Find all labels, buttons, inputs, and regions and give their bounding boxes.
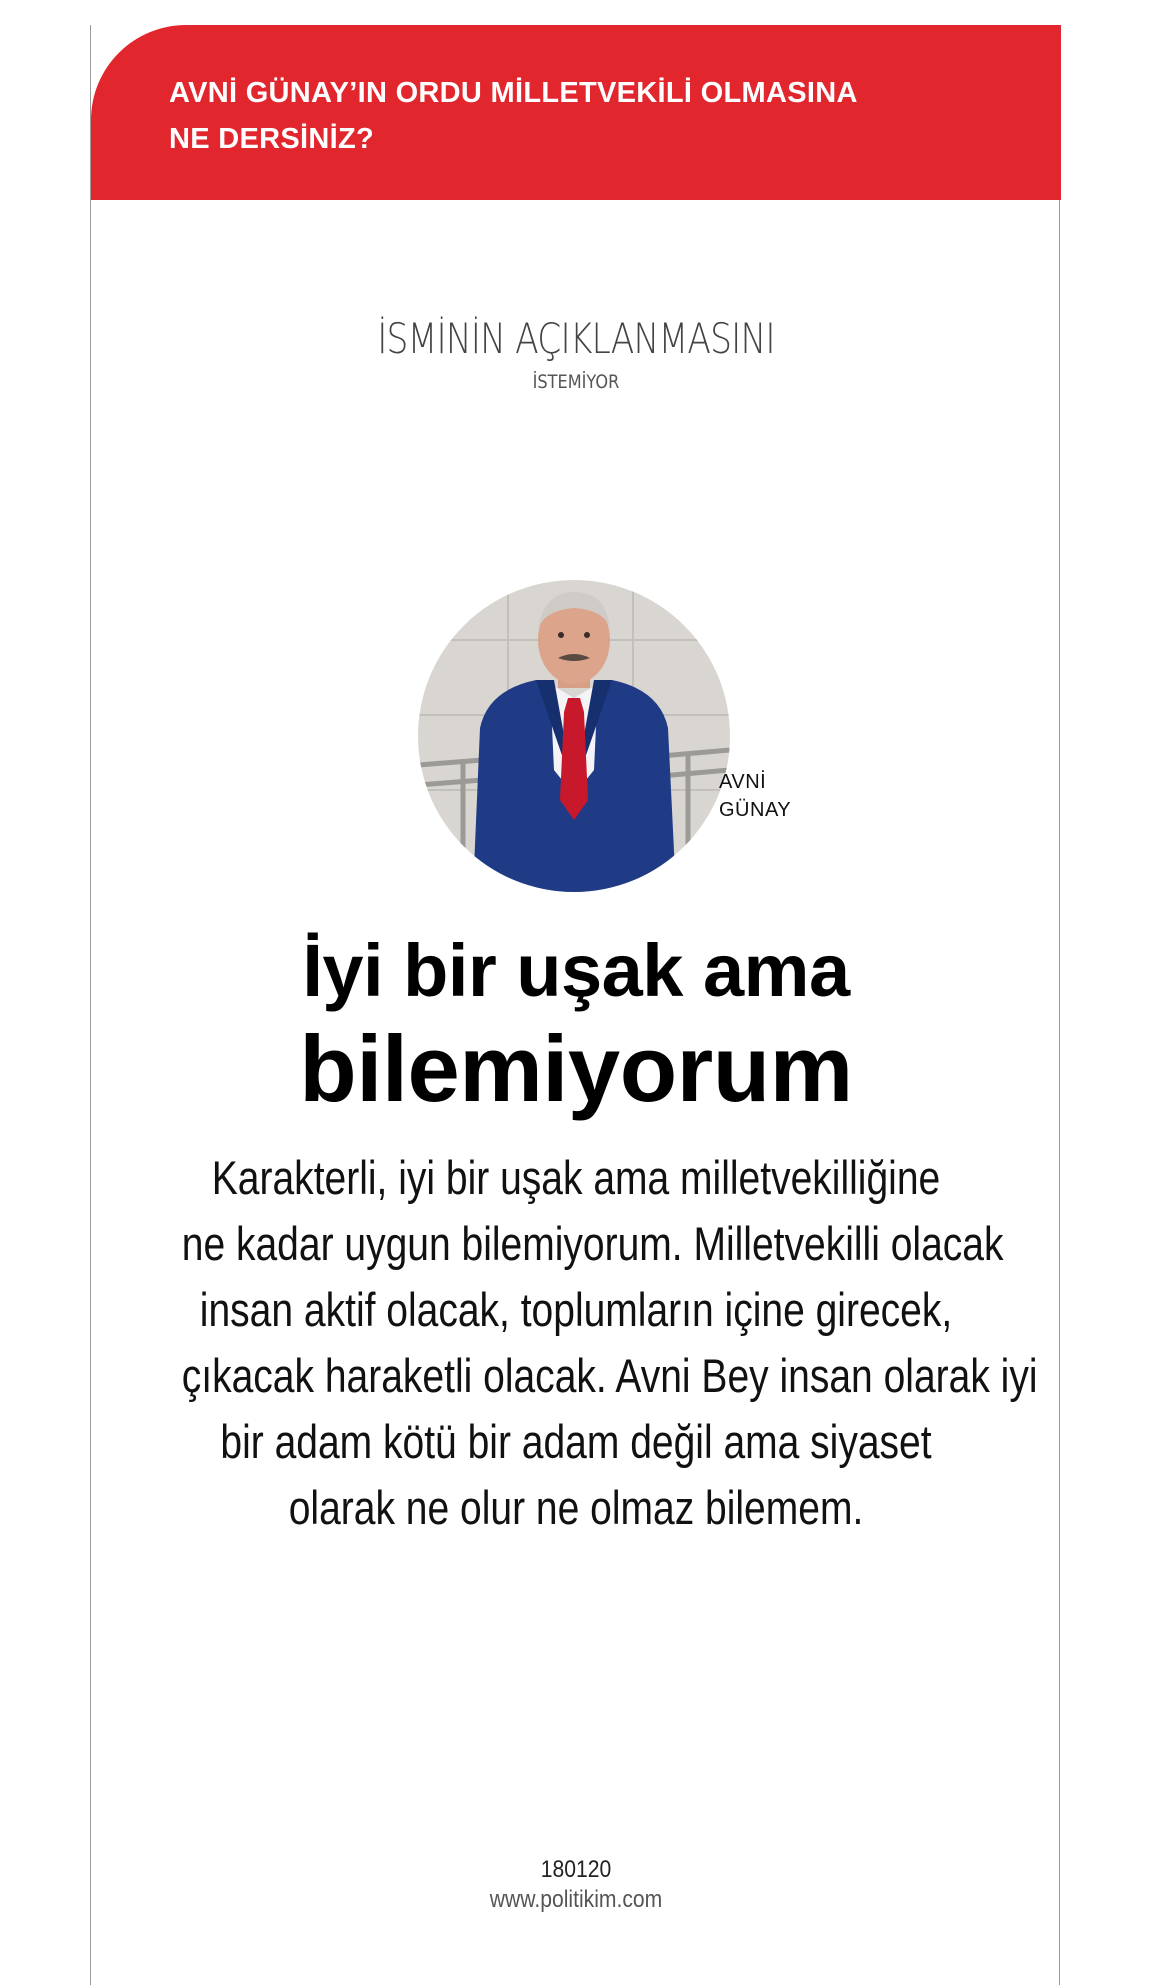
article-card xyxy=(90,25,1060,1985)
portrait-photo-icon xyxy=(418,580,730,892)
headline-line-1: İyi bir uşak ama xyxy=(302,929,850,1012)
quote-line: çıkacak haraketli olacak. Avni Bey insan olarak iyi xyxy=(181,1349,1038,1402)
banner-title: AVNİ GÜNAY’IN ORDU MİLLETVEKİLİ OLMASINA NE DERSİNİZ? xyxy=(169,77,858,155)
quote-line: Karakterli, iyi bir uşak ama milletvekilliğine xyxy=(211,1151,941,1204)
quote-line: olarak ne olur ne olmaz bilemem. xyxy=(288,1481,864,1534)
quote-body xyxy=(101,1145,1051,1541)
quote-line: bir adam kötü bir adam değil ama siyaset xyxy=(220,1415,932,1468)
quote-line: insan aktif olacak, toplumların içine girecek, xyxy=(199,1283,953,1336)
footer xyxy=(91,1855,1061,1915)
quote-line: ne kadar uygun bilemiyorum. Milletvekilli olacak xyxy=(181,1217,1004,1270)
headline-line-2: bilemiyorum xyxy=(299,1016,853,1121)
person-name: AVNİ GÜNAY xyxy=(719,771,792,821)
footer-url: www.politikim.com xyxy=(489,1886,663,1913)
headline xyxy=(91,925,1061,1121)
source-block xyxy=(91,313,1061,395)
portrait-illustration xyxy=(418,580,730,892)
question-banner xyxy=(91,25,1061,200)
source-label: İSMİNİN AÇIKLANMASINI xyxy=(377,314,775,363)
footer-code: 180120 xyxy=(540,1856,612,1883)
source-sublabel: İSTEMİYOR xyxy=(532,371,620,393)
